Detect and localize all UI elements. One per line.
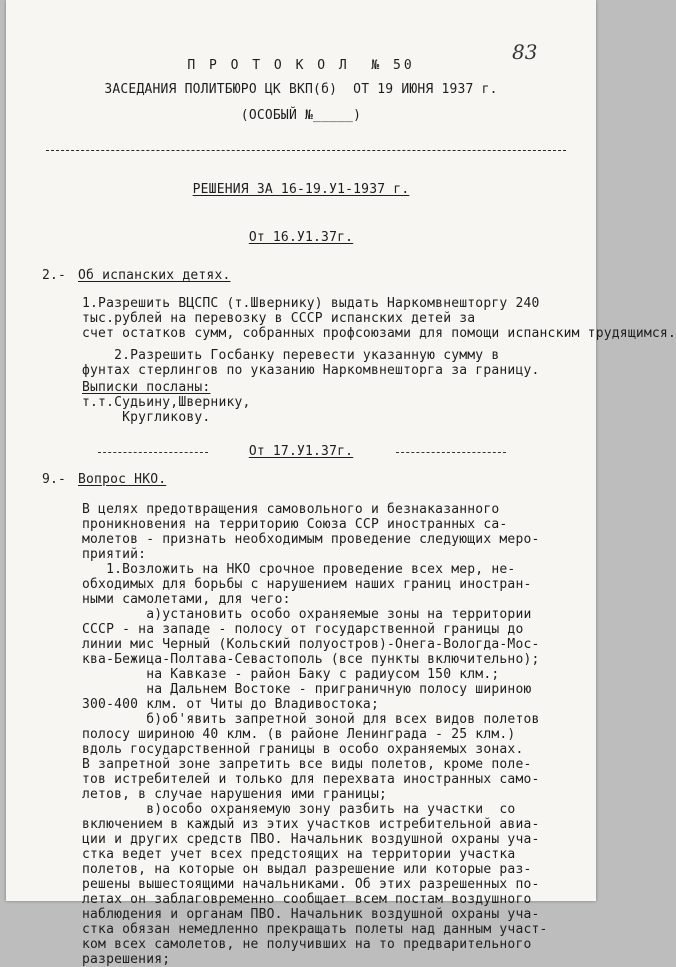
body-line: полетов, на которые он выдал разрешение или которые раз- bbox=[82, 862, 532, 877]
body-line: обходимых для борьбы с нарушением наших границ иностран- bbox=[82, 577, 532, 592]
date-dash-right bbox=[396, 452, 506, 453]
date-dash-left bbox=[98, 452, 208, 453]
meeting-subtitle: ЗАСЕДАНИЯ ПОЛИТБЮРО ЦК ВКП(б) ОТ 19 ИЮНЯ 1937 г. bbox=[104, 82, 498, 97]
body-line: решены вышестоящими начальниками. Об этих разрешенных по- bbox=[82, 877, 540, 892]
body-line: стка ведет учет всех предстоящих на территории участка bbox=[82, 847, 516, 862]
body-line: тов истребителей и только для перехвата иностранных само- bbox=[82, 772, 540, 787]
body-line: разрешения; bbox=[82, 952, 171, 967]
body-line: стка обязан немедленно прекращать полеты над данным участ- bbox=[82, 922, 548, 937]
body-line: В запретной зоне запретить все виды полетов, кроме поле- bbox=[82, 757, 532, 772]
section2-item-number: 9.- bbox=[42, 472, 67, 487]
body-line: летах он заблаговременно сообщает всем постам воздушного bbox=[82, 892, 532, 907]
body-line: в)особо охраняемую зону разбить на участки со bbox=[82, 802, 516, 817]
body-line: линии мис Черный (Кольский полуостров)-Онега-Вологда-Мос- bbox=[82, 637, 540, 652]
body-line: В целях предотвращения самовольного и безнаказанного проникновения на территорию Союза ССР иностранных са- bbox=[82, 502, 508, 532]
extracts-label: Выписки посланы: bbox=[82, 380, 211, 395]
document-page bbox=[6, 0, 676, 967]
body-line: б)об'явить запретной зоной для всех видов полетов bbox=[82, 712, 540, 727]
section2-item-title: Вопрос НКО. bbox=[78, 472, 167, 487]
extracts-line: т.т.Судьину,Швернику, bbox=[82, 395, 251, 410]
body-line: ции и других средств ПВО. Начальник воздушной охраны уча- bbox=[82, 832, 540, 847]
section2-date: От 17.У1.37г. bbox=[248, 444, 354, 459]
body-line: на Кавказе - район Баку с радиусом 150 клм.; bbox=[82, 667, 500, 682]
body-line: ными самолетами, для чего: bbox=[82, 592, 291, 607]
extracts-line: Кругликову. bbox=[82, 410, 211, 425]
body-line: ква-Бежица-Полтава-Севастополь (все пункты включительно); bbox=[82, 652, 540, 667]
section1-line: фунтах стерлингов по указанию Наркомвнешторга за границу. bbox=[82, 363, 540, 378]
body-line: ком всех самолетов, не получивших на то предварительного bbox=[82, 937, 532, 952]
body-line: на Дальнем Востоке - пригpаничную полосу шириною bbox=[82, 682, 532, 697]
special-label: (ОСОБЫЙ №_____) bbox=[240, 108, 362, 123]
section1-line: 2.Разрешить Госбанку перевести указанную сумму в bbox=[82, 348, 500, 363]
body-line: летов, в случае нарушения ими границы; bbox=[82, 787, 388, 802]
protocol-title: П Р О Т О К О Л № 50 bbox=[187, 58, 415, 73]
decisions-title: РЕШЕНИЯ ЗА 16-19.У1-1937 г. bbox=[192, 182, 410, 197]
body-line: включением в каждый из этих участков истребительной авиа- bbox=[82, 817, 540, 832]
body-line: вдоль государственной границы в особо охраняемых зонах. bbox=[82, 742, 524, 757]
body-line: 300-400 клм. от Читы до Владивостока; bbox=[82, 697, 379, 712]
section1-date: От 16.У1.37г. bbox=[248, 230, 354, 245]
section1-line: 1.Разрешить ВЦСПС (т.Швернику) выдать Наркомвнешторгу 240 тыс.рублей на перевозку в СССР испанских детей за bbox=[82, 296, 540, 326]
body-line: полосу шириною 40 клм. (в районе Ленинграда - 25 клм.) bbox=[82, 727, 516, 742]
section1-item-title: Об испанских детях. bbox=[78, 268, 231, 283]
body-line: молетов - признать необходимым проведение следующих меро- bbox=[82, 532, 540, 547]
section1-line: счет остатков сумм, собранных профсоюзами для помощи испанским трудящимся. bbox=[82, 326, 676, 341]
body-line: 1.Возложить на НКО срочное проведение всех мер, не- bbox=[82, 562, 516, 577]
body-line: а)установить особо охраняемые зоны на территории bbox=[82, 607, 532, 622]
body-line: СССР - на западе - полосу от государственной границы до bbox=[82, 622, 524, 637]
body-line: приятий: bbox=[82, 547, 147, 562]
header-divider bbox=[46, 150, 566, 151]
section1-item-number: 2.- bbox=[42, 268, 67, 283]
page-number: 83 bbox=[512, 40, 538, 64]
body-line: наблюдения и органам ПВО. Начальник воздушной охраны уча- bbox=[82, 907, 540, 922]
